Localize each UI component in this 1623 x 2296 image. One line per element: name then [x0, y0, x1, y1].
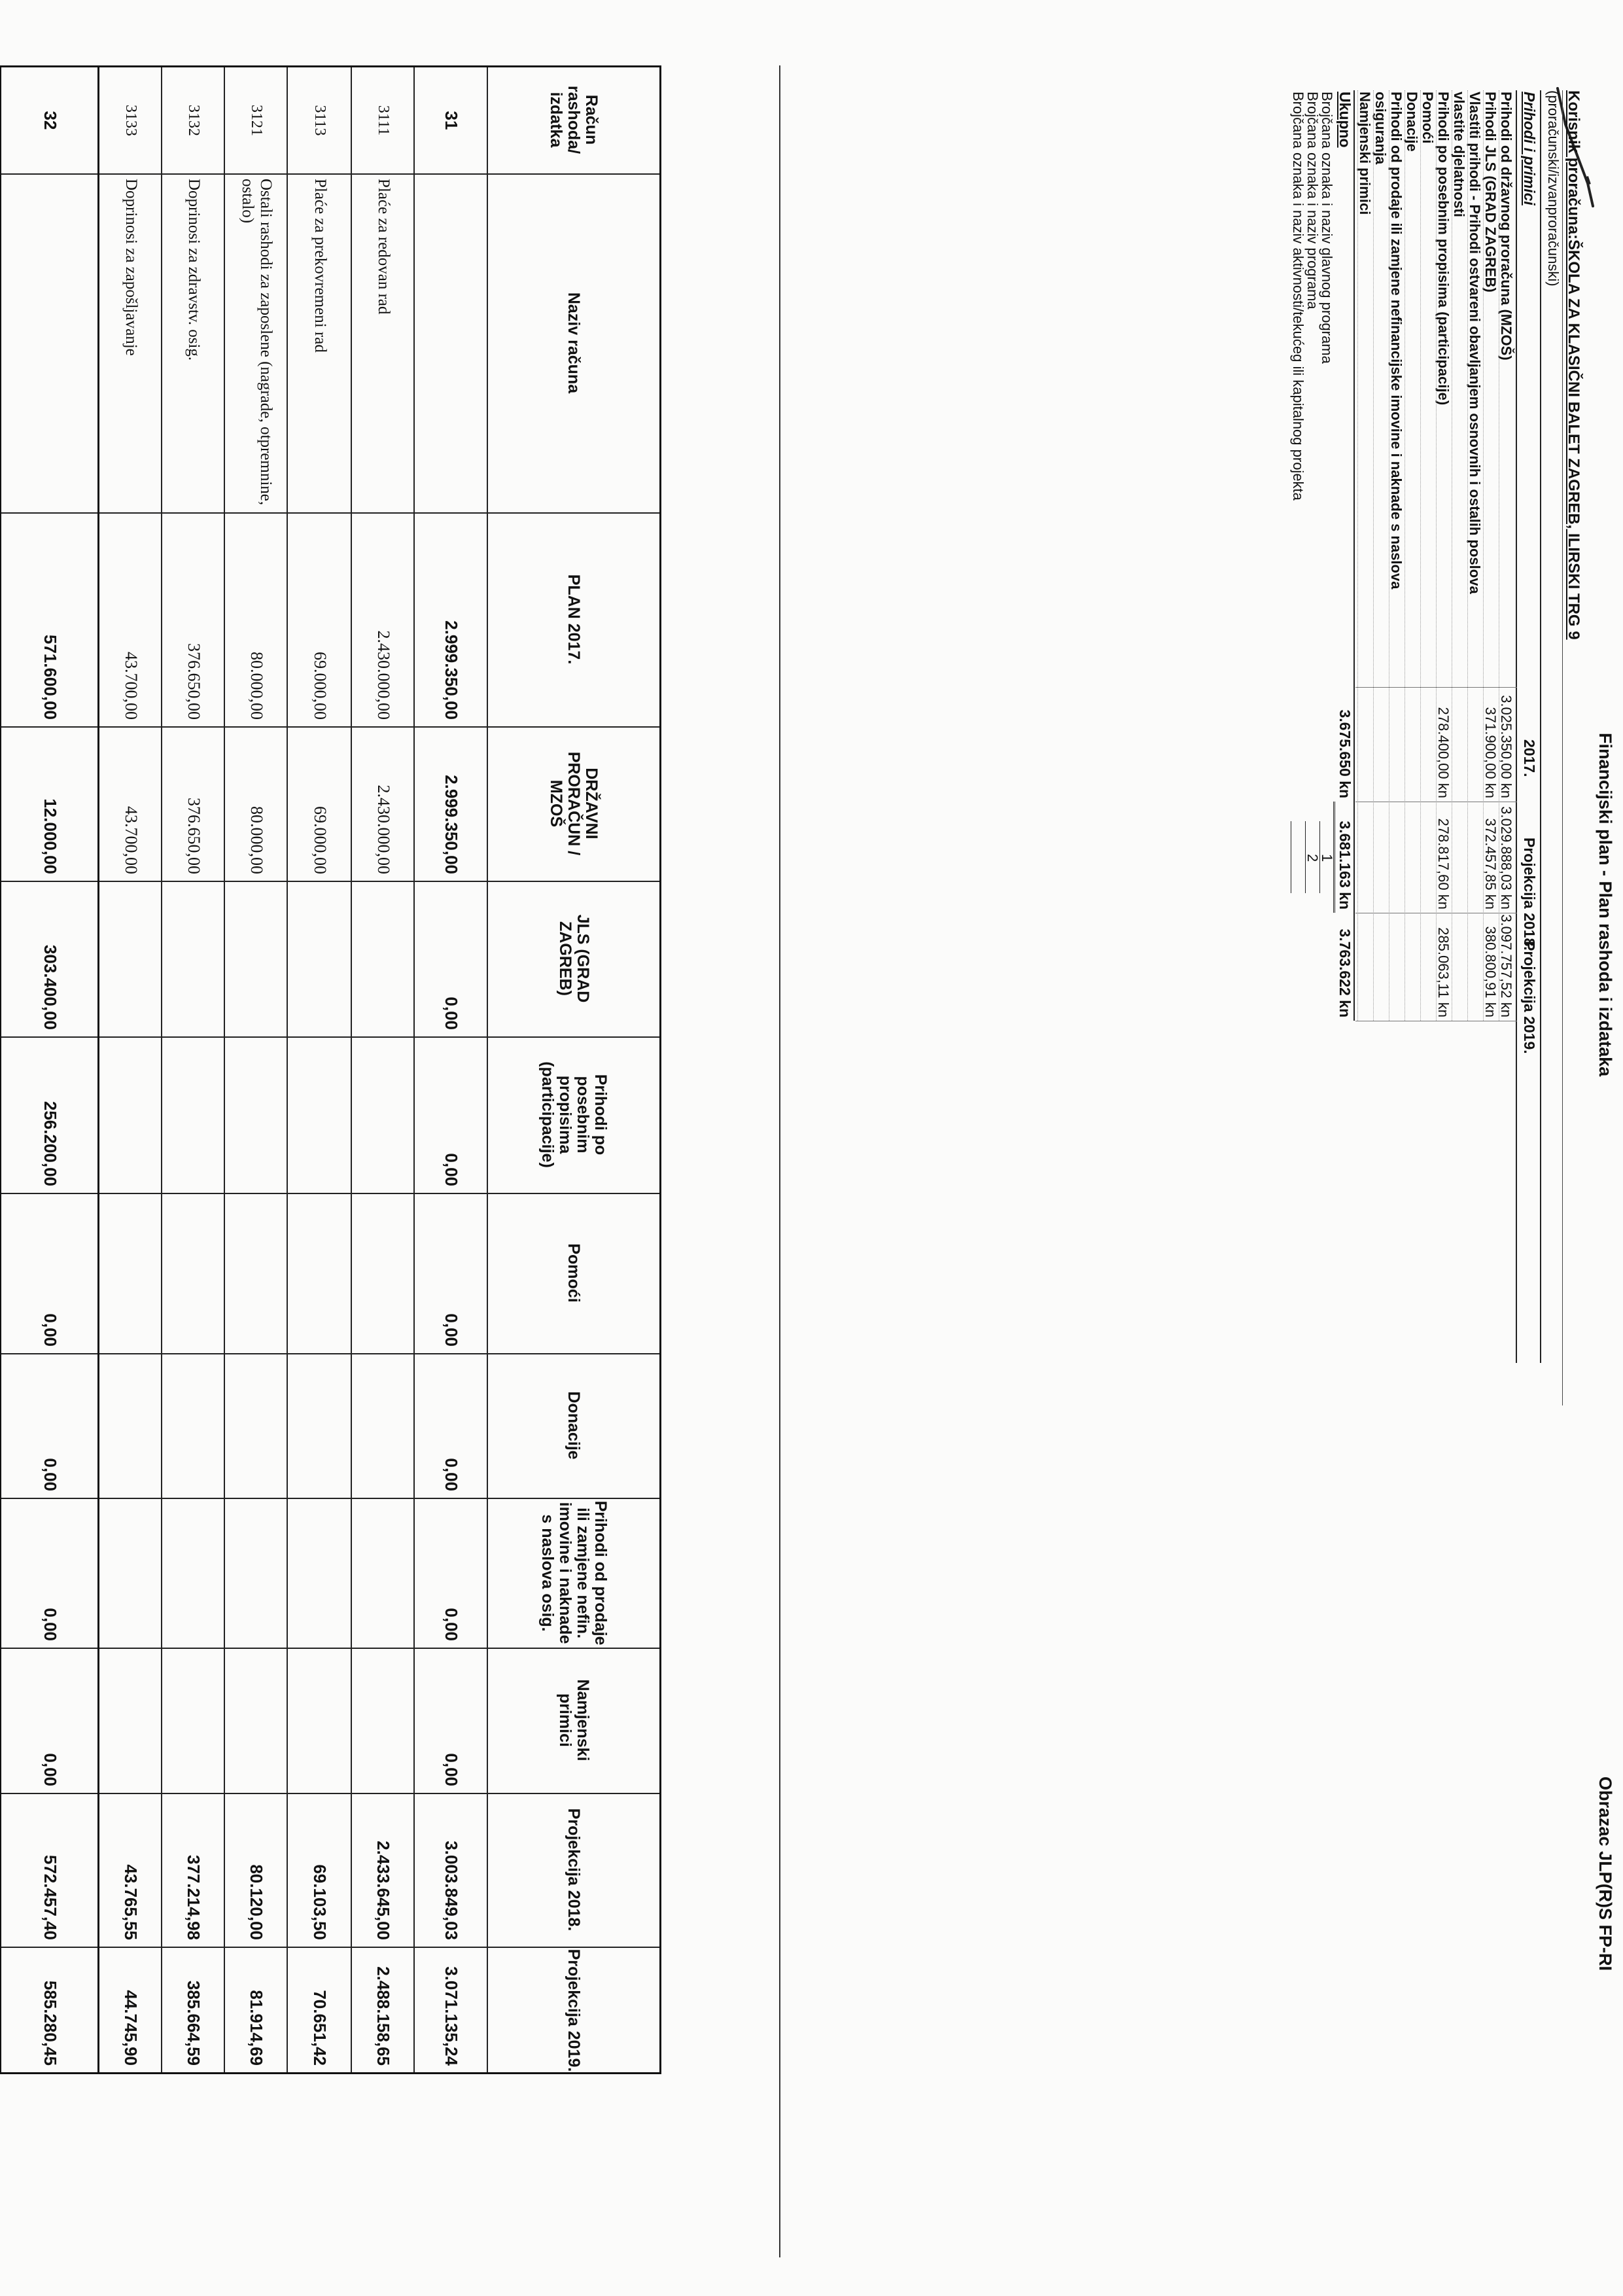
header-plan-2017: PLAN 2017.	[565, 574, 584, 665]
amount-cell-p2018: 377.214,98	[184, 1854, 204, 1940]
amount-cell-special	[225, 1036, 288, 1193]
amount-cell-jls	[162, 881, 225, 1036]
header-aid: Pomoći	[565, 1243, 584, 1303]
income-row-label: osiguranja	[1372, 92, 1389, 165]
main-program-value: 1	[1319, 854, 1335, 862]
amount-cell-special	[162, 1036, 225, 1193]
budget-user: Korisnik proračuna:ŠKOLA ZA KLASIČNI BALET ZAGREB, ILIRSKI TRG 9	[1565, 90, 1582, 640]
amount-cell-plan2017: 80.000,00	[247, 652, 266, 720]
amount-cell-aid	[162, 1193, 225, 1353]
amount-cell-sale	[225, 1498, 288, 1648]
header-special-income: Prihodi po posebnim propisima (participacije)	[538, 1061, 610, 1168]
account-code-cell: 3121	[248, 105, 266, 136]
income-row-2019: 3.097.757,52 kn	[1498, 914, 1514, 1017]
budget-user-subtitle: (proračunski/izvanproračunski)	[1545, 90, 1562, 287]
income-row-2018: 278.817,60 kn	[1435, 818, 1452, 910]
amount-cell-jls	[288, 881, 352, 1036]
income-row-label: Pomoći	[1420, 92, 1436, 144]
total-2019: 3.763.622 kn	[1336, 928, 1353, 1017]
col-2019-header: Projekcija 2019.	[1521, 941, 1538, 1054]
amount-cell-jls: 0,00	[442, 997, 462, 1030]
program-label: Brojčana oznaka i naziv programa	[1304, 92, 1321, 309]
account-name-cell: Doprinosi za zdravstv. osig.	[185, 179, 203, 361]
amount-cell-sale	[99, 1498, 162, 1648]
header-projection-2019: Projekcija 2019.	[565, 1949, 584, 2072]
amount-cell-sale: 0,00	[442, 1608, 462, 1641]
total-2017: 3.675.650 kn	[1336, 709, 1353, 798]
account-name-cell	[415, 173, 488, 512]
total-label: Ukupno	[1336, 92, 1353, 148]
amount-cell-sale	[352, 1498, 415, 1648]
amount-cell-state: 376.650,00	[184, 798, 203, 874]
amount-cell-aid	[288, 1193, 352, 1353]
amount-cell-special: 256.200,00	[41, 1101, 61, 1186]
amount-cell-donations	[225, 1353, 288, 1498]
amount-cell-plan2017: 376.650,00	[184, 643, 203, 720]
header-donations: Donacije	[565, 1391, 584, 1460]
income-row-2019: 380.800,91 kn	[1482, 926, 1499, 1017]
main-program-label: Brojčana oznaka i naziv glavnog programa	[1319, 92, 1335, 364]
col-2018-header: Projekcija 2018.	[1521, 838, 1538, 951]
amount-cell-plan2017: 69.000,00	[311, 652, 330, 720]
amount-cell-donations	[162, 1353, 225, 1498]
header-earmarked: Namjenski primici	[556, 1679, 592, 1761]
amount-cell-p2019: 44.745,90	[121, 1990, 141, 2066]
amount-cell-p2018: 80.120,00	[247, 1864, 267, 1940]
amount-cell-earmarked	[162, 1648, 225, 1793]
amount-cell-aid: 0,00	[442, 1313, 462, 1347]
amount-cell-aid	[99, 1193, 162, 1353]
col-2017-header: 2017.	[1521, 739, 1538, 777]
amount-cell-p2019: 3.071.135,24	[442, 1966, 462, 2066]
account-name-cell: Ostali rashodi za zaposlene (nagrade, otpremnine, ostalo)	[239, 179, 275, 506]
income-row-label: Prihodi po posebnim propisima (participacije)	[1435, 92, 1452, 406]
header-name: Naziv računa	[565, 292, 584, 394]
amount-cell-donations	[352, 1353, 415, 1498]
amount-cell-earmarked: 0,00	[442, 1753, 462, 1786]
account-name-cell	[1, 173, 99, 512]
total-2018: 3.681.163 kn	[1336, 821, 1353, 910]
income-row-2019: 285.063,11 kn	[1435, 927, 1452, 1017]
amount-cell-p2019: 2.488.158,65	[374, 1966, 394, 2066]
header-state-budget: DRŽAVNI PRORAČUN / MZOŠ	[547, 751, 601, 856]
form-code: Obrazac JLP(R)S FP-RI	[1596, 1776, 1615, 1971]
amount-cell-special: 0,00	[442, 1153, 462, 1186]
amount-cell-plan2017: 2.430.000,00	[374, 630, 393, 720]
account-code-cell: 3113	[311, 105, 329, 136]
amount-cell-plan2017: 571.600,00	[41, 634, 61, 720]
income-row-label: Prihodi od državnog proračuna (MZOŠ)	[1498, 92, 1514, 361]
income-row-label: Donacije	[1404, 92, 1420, 152]
amount-cell-state: 80.000,00	[247, 806, 266, 874]
income-row-label: Prihodi JLS (GRAD ZAGREB)	[1482, 92, 1499, 292]
amount-cell-plan2017: 2.999.350,00	[442, 620, 462, 720]
amount-cell-earmarked	[288, 1648, 352, 1793]
amount-cell-state: 2.430.000,00	[374, 785, 393, 874]
income-row-label: Vlastiti prihodi - Prihodi ostvareni obavljanjem osnovnih i ostalih poslova	[1467, 92, 1483, 594]
amount-cell-earmarked	[352, 1648, 415, 1793]
amount-cell-p2018: 69.103,50	[310, 1864, 330, 1940]
header-account: Račun rashoda/ izdatka	[547, 85, 601, 154]
amount-cell-earmarked: 0,00	[41, 1753, 61, 1786]
amount-cell-donations	[99, 1353, 162, 1498]
amount-cell-p2019: 70.651,42	[310, 1990, 330, 2066]
amount-cell-state: 43.700,00	[122, 806, 141, 874]
activity-label: Brojčana oznaka i naziv aktivnosti/tekućeg ili kapitalnog projekta	[1290, 92, 1306, 501]
income-row-label: Namjenski primici	[1357, 92, 1373, 215]
amount-cell-p2018: 3.003.849,03	[442, 1841, 462, 1940]
header-projection-2018: Projekcija 2018.	[565, 1808, 584, 1932]
income-row-2018: 372.457,85 kn	[1482, 818, 1499, 910]
amount-cell-p2018: 43.765,55	[121, 1864, 141, 1940]
amount-cell-p2019: 81.914,69	[247, 1990, 267, 2066]
income-row-label: vlastite djelatnosti	[1451, 92, 1467, 217]
amount-cell-plan2017: 43.700,00	[122, 652, 141, 720]
income-row-2018: 3.029.888,03 kn	[1498, 806, 1514, 910]
amount-cell-p2018: 2.433.645,00	[374, 1841, 394, 1940]
amount-cell-state: 2.999.350,00	[442, 775, 462, 874]
account-name-cell: Plaće za prekovremeni rad	[311, 179, 329, 353]
amount-cell-jls	[99, 881, 162, 1036]
page-title: Financijski plan - Plan rashoda i izdataka	[1596, 733, 1615, 1077]
amount-cell-jls: 303.400,00	[41, 944, 61, 1030]
account-code-cell: 31	[442, 111, 462, 130]
amount-cell-sale: 0,00	[41, 1608, 61, 1641]
program-value: 2	[1304, 854, 1321, 862]
expense-table	[0, 65, 661, 2074]
amount-cell-donations: 0,00	[442, 1458, 462, 1491]
amount-cell-donations	[288, 1353, 352, 1498]
income-row-2017: 278.400,00 kn	[1435, 707, 1452, 798]
amount-cell-aid	[352, 1193, 415, 1353]
amount-cell-earmarked	[225, 1648, 288, 1793]
amount-cell-p2019: 385.664,59	[184, 1980, 204, 2066]
income-row-2017: 371.900,00 kn	[1482, 707, 1499, 798]
header-sale-income: Prihodi od prodaje ili zamjene nefin. imovine i naknade s naslova osig.	[538, 1500, 610, 1646]
account-code-cell: 3133	[122, 105, 140, 136]
amount-cell-state: 12.000,00	[41, 798, 61, 874]
amount-cell-donations: 0,00	[41, 1458, 61, 1491]
amount-cell-p2019: 585.280,45	[41, 1980, 61, 2066]
amount-cell-sale	[162, 1498, 225, 1648]
amount-cell-aid	[225, 1193, 288, 1353]
account-code-cell: 3132	[185, 105, 203, 136]
income-row-2017: 3.025.350,00 kn	[1498, 695, 1514, 798]
amount-cell-p2018: 572.457,40	[41, 1854, 61, 1940]
account-code-cell: 3111	[375, 105, 393, 136]
account-name-cell: Doprinosi za zapošljavanje	[122, 179, 140, 356]
income-section-title: Prihodi i primici	[1521, 92, 1538, 205]
header-jls: JLS (GRAD ZAGREB)	[556, 914, 592, 1003]
income-row-label: Prihodi od prodaje ili zamjene nefinancijske imovine i naknade s naslova	[1388, 92, 1405, 590]
amount-cell-state: 69.000,00	[311, 806, 330, 874]
account-code-cell: 32	[41, 111, 61, 130]
amount-cell-jls	[225, 881, 288, 1036]
amount-cell-special	[352, 1036, 415, 1193]
amount-cell-special	[99, 1036, 162, 1193]
account-name-cell: Plaće za redovan rad	[375, 179, 393, 315]
amount-cell-aid: 0,00	[41, 1313, 61, 1347]
amount-cell-special	[288, 1036, 352, 1193]
amount-cell-sale	[288, 1498, 352, 1648]
amount-cell-jls	[352, 881, 415, 1036]
amount-cell-earmarked	[99, 1648, 162, 1793]
